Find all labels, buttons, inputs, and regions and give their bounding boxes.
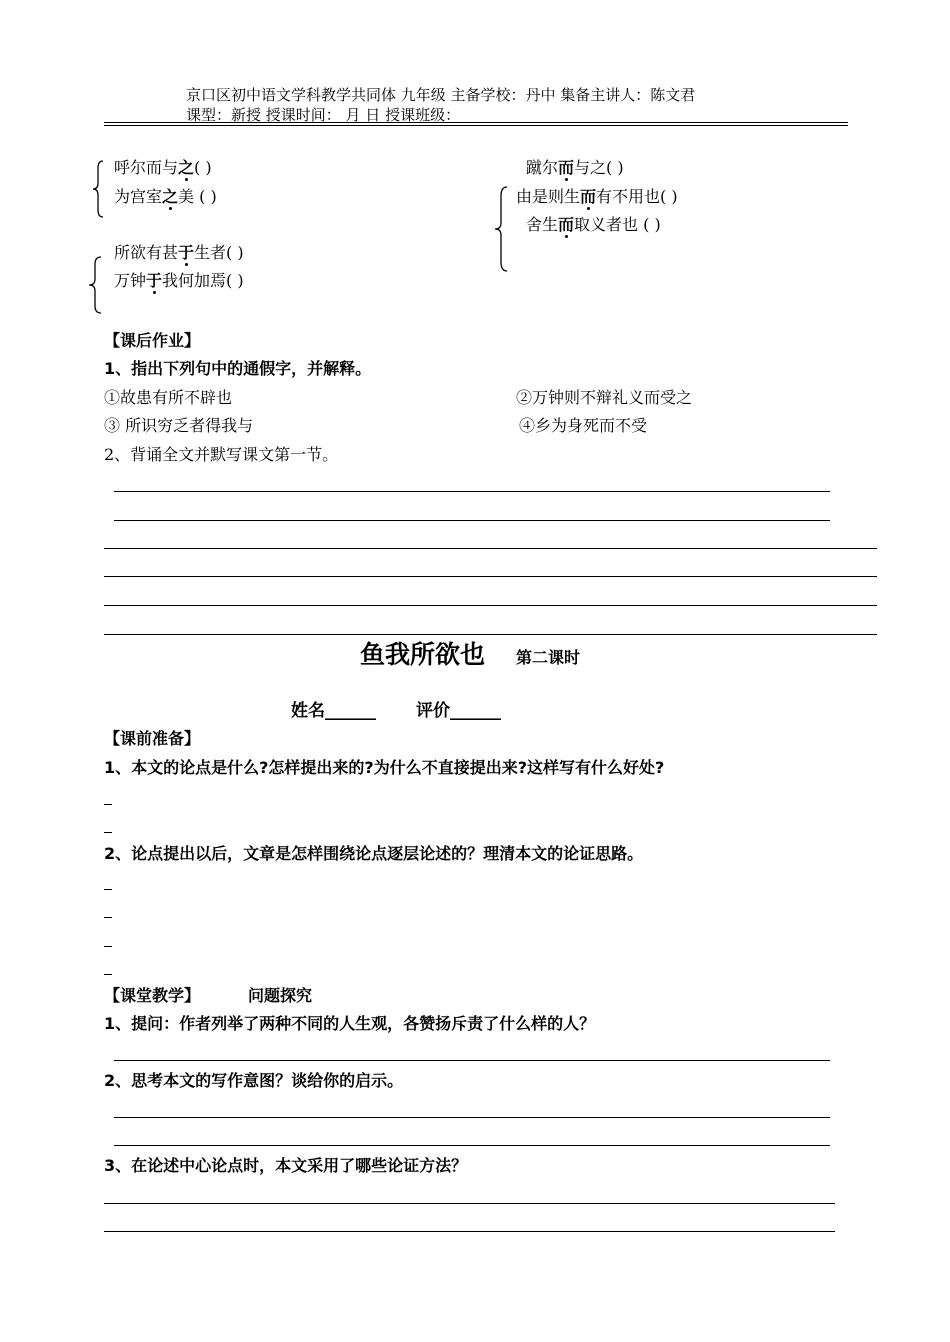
- classroom-subheading: 问题探究: [248, 986, 313, 1005]
- answer-dash: [104, 974, 112, 975]
- homework-item-1: ①故患有所不辟也: [104, 388, 233, 407]
- er-item-2: 由是则生而有不用也( ): [516, 187, 678, 206]
- brace-zhi: [92, 160, 104, 218]
- yu-item-2: 万钟于我何加焉( ): [114, 271, 244, 290]
- yu-item-1: 所欲有甚于生者( ): [114, 243, 244, 262]
- lesson-title: 鱼我所欲也: [360, 640, 486, 669]
- name-field: 姓名______: [291, 701, 376, 721]
- answer-line: [114, 491, 830, 492]
- er-item-1: 蹴尔而与之( ): [526, 158, 624, 177]
- header-rule-thick: [104, 122, 848, 123]
- answer-dash: [104, 917, 112, 918]
- answer-line: [114, 1060, 830, 1061]
- prep-heading: 【课前准备】: [104, 729, 201, 748]
- answer-line: [104, 1231, 835, 1232]
- header-line-1: 京口区初中语文学科教学共同体 九年级 主备学校：丹中 集备主讲人：陈文君: [186, 86, 696, 104]
- zhi-item-1: 呼尔而与之( ): [114, 158, 212, 177]
- answer-dash: [104, 889, 112, 890]
- answer-dash: [104, 832, 112, 833]
- prep-question-2: 2、论点提出以后，文章是怎样围绕论点逐层论述的？理清本文的论证思路。: [104, 844, 644, 863]
- zhi-item-2: 为宫室之美 ( ): [114, 187, 217, 206]
- answer-line: [104, 576, 877, 577]
- answer-line: [104, 605, 877, 606]
- classroom-question-3: 3、在论述中心论点时，本文采用了哪些论证方法？: [104, 1156, 468, 1175]
- answer-dash: [104, 804, 112, 805]
- answer-line: [114, 1145, 830, 1146]
- header-line-2: 课型：新授 授课时间： 月 日 授课班级：: [186, 106, 461, 124]
- homework-item-4: ④乡为身死而不受: [519, 416, 648, 435]
- prep-question-1: 1、本文的论点是什么?怎样提出来的?为什么不直接提出来?这样写有什么好处?: [104, 758, 665, 777]
- answer-line: [114, 1117, 830, 1118]
- homework-question-1: 1、指出下列句中的通假字，并解释。: [104, 359, 372, 378]
- er-item-3: 舍生而取义者也 ( ): [526, 215, 661, 234]
- classroom-question-2: 2、思考本文的写作意图？谈给你的启示。: [104, 1071, 404, 1090]
- brace-er: [494, 186, 506, 272]
- classroom-question-1: 1、提问：作者列举了两种不同的人生观，各赞扬斥责了什么样的人？: [104, 1014, 596, 1033]
- answer-line: [104, 634, 877, 635]
- homework-question-2: 2、背诵全文并默写课文第一节。: [104, 445, 339, 464]
- header-rule-thin: [104, 125, 848, 126]
- brace-yu: [88, 256, 100, 314]
- answer-line: [104, 1203, 835, 1204]
- homework-item-3: ③ 所识穷乏者得我与: [104, 416, 254, 435]
- lesson-subtitle: 第二课时: [516, 648, 581, 667]
- homework-item-2: ②万钟则不辩礼义而受之: [516, 388, 693, 407]
- evaluation-field: 评价______: [416, 701, 501, 721]
- answer-dash: [104, 946, 112, 947]
- answer-line: [104, 548, 877, 549]
- answer-line: [114, 520, 830, 521]
- homework-heading: 【课后作业】: [104, 331, 201, 350]
- classroom-heading: 【课堂教学】: [104, 986, 201, 1005]
